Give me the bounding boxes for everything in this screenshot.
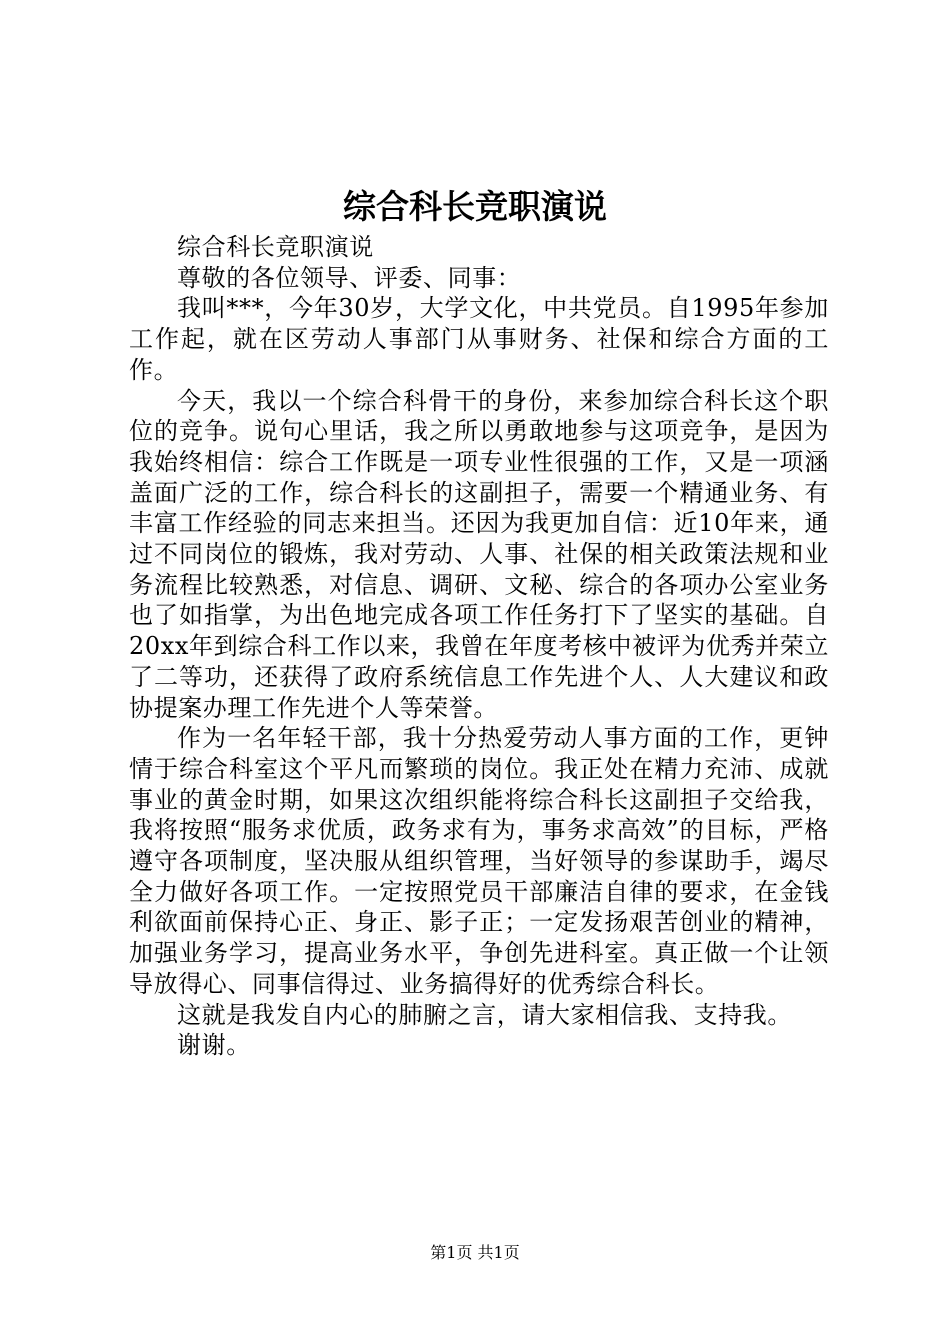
paragraph: 谢谢。 bbox=[177, 1031, 251, 1060]
paragraph: 今天，我以一个综合科骨干的身份，来参加综合科长这个职位的竞争。说句心里话，我之所以勇敢地参与这项竞争，是因为我始终相信：综合工作既是一项专业性很强的工作，又是一项涵盖面广泛的工作，综合科长的这副担子，需要一个精通业务、有丰富工作经验的同志来担当。还因为我更加自信：近10年来，通过不同岗位的锻炼，我对劳动、人事、社保的相关政策法规和业务流程比较熟悉，对信息、调研、文秘、综合的各项办公室业务也了如指掌，为出色地完成各项工作任务打下了坚实的基础。自20xx年到综合科工作以来，我曾在年度考核中被评为优秀并荣立了二等功，还获得了政府系统信息工作先进个人、人大建议和政协提案办理工作先进个人等荣誉。 bbox=[129, 386, 829, 722]
paragraph: 我叫***，今年30岁，大学文化，中共党员。自1995年参加工作起，就在区劳动人事部门从事财务、社保和综合方面的工作。 bbox=[129, 294, 829, 384]
paragraph: 尊敬的各位领导、评委、同事： bbox=[177, 263, 522, 292]
document-title: 综合科长竞职演说 bbox=[343, 187, 607, 226]
paragraph: 作为一名年轻干部，我十分热爱劳动人事方面的工作，更钟情于综合科室这个平凡而繁琐的岗位。我正处在精力充沛、成就事业的黄金时期，如果这次组织能将综合科长这副担子交给我，我将按照“服务求优质，政务求有为，事务求高效”的目标，严格遵守各项制度，坚决服从组织管理，当好领导的参谋助手，竭尽全力做好各项工作。一定按照党员干部廉洁自律的要求，在金钱利欲面前保持心正、身正、影子正；一定发扬艰苦创业的精神，加强业务学习，提高业务水平，争创先进科室。真正做一个让领导放得心、同事信得过、业务搞得好的优秀综合科长。 bbox=[129, 724, 829, 998]
paragraph: 这就是我发自内心的肺腑之言，请大家相信我、支持我。 bbox=[177, 1000, 792, 1029]
paragraph: 综合科长竞职演说 bbox=[177, 233, 374, 261]
document-body bbox=[129, 232, 829, 1061]
page-footer: 第1页 共1页 bbox=[430, 1243, 520, 1262]
